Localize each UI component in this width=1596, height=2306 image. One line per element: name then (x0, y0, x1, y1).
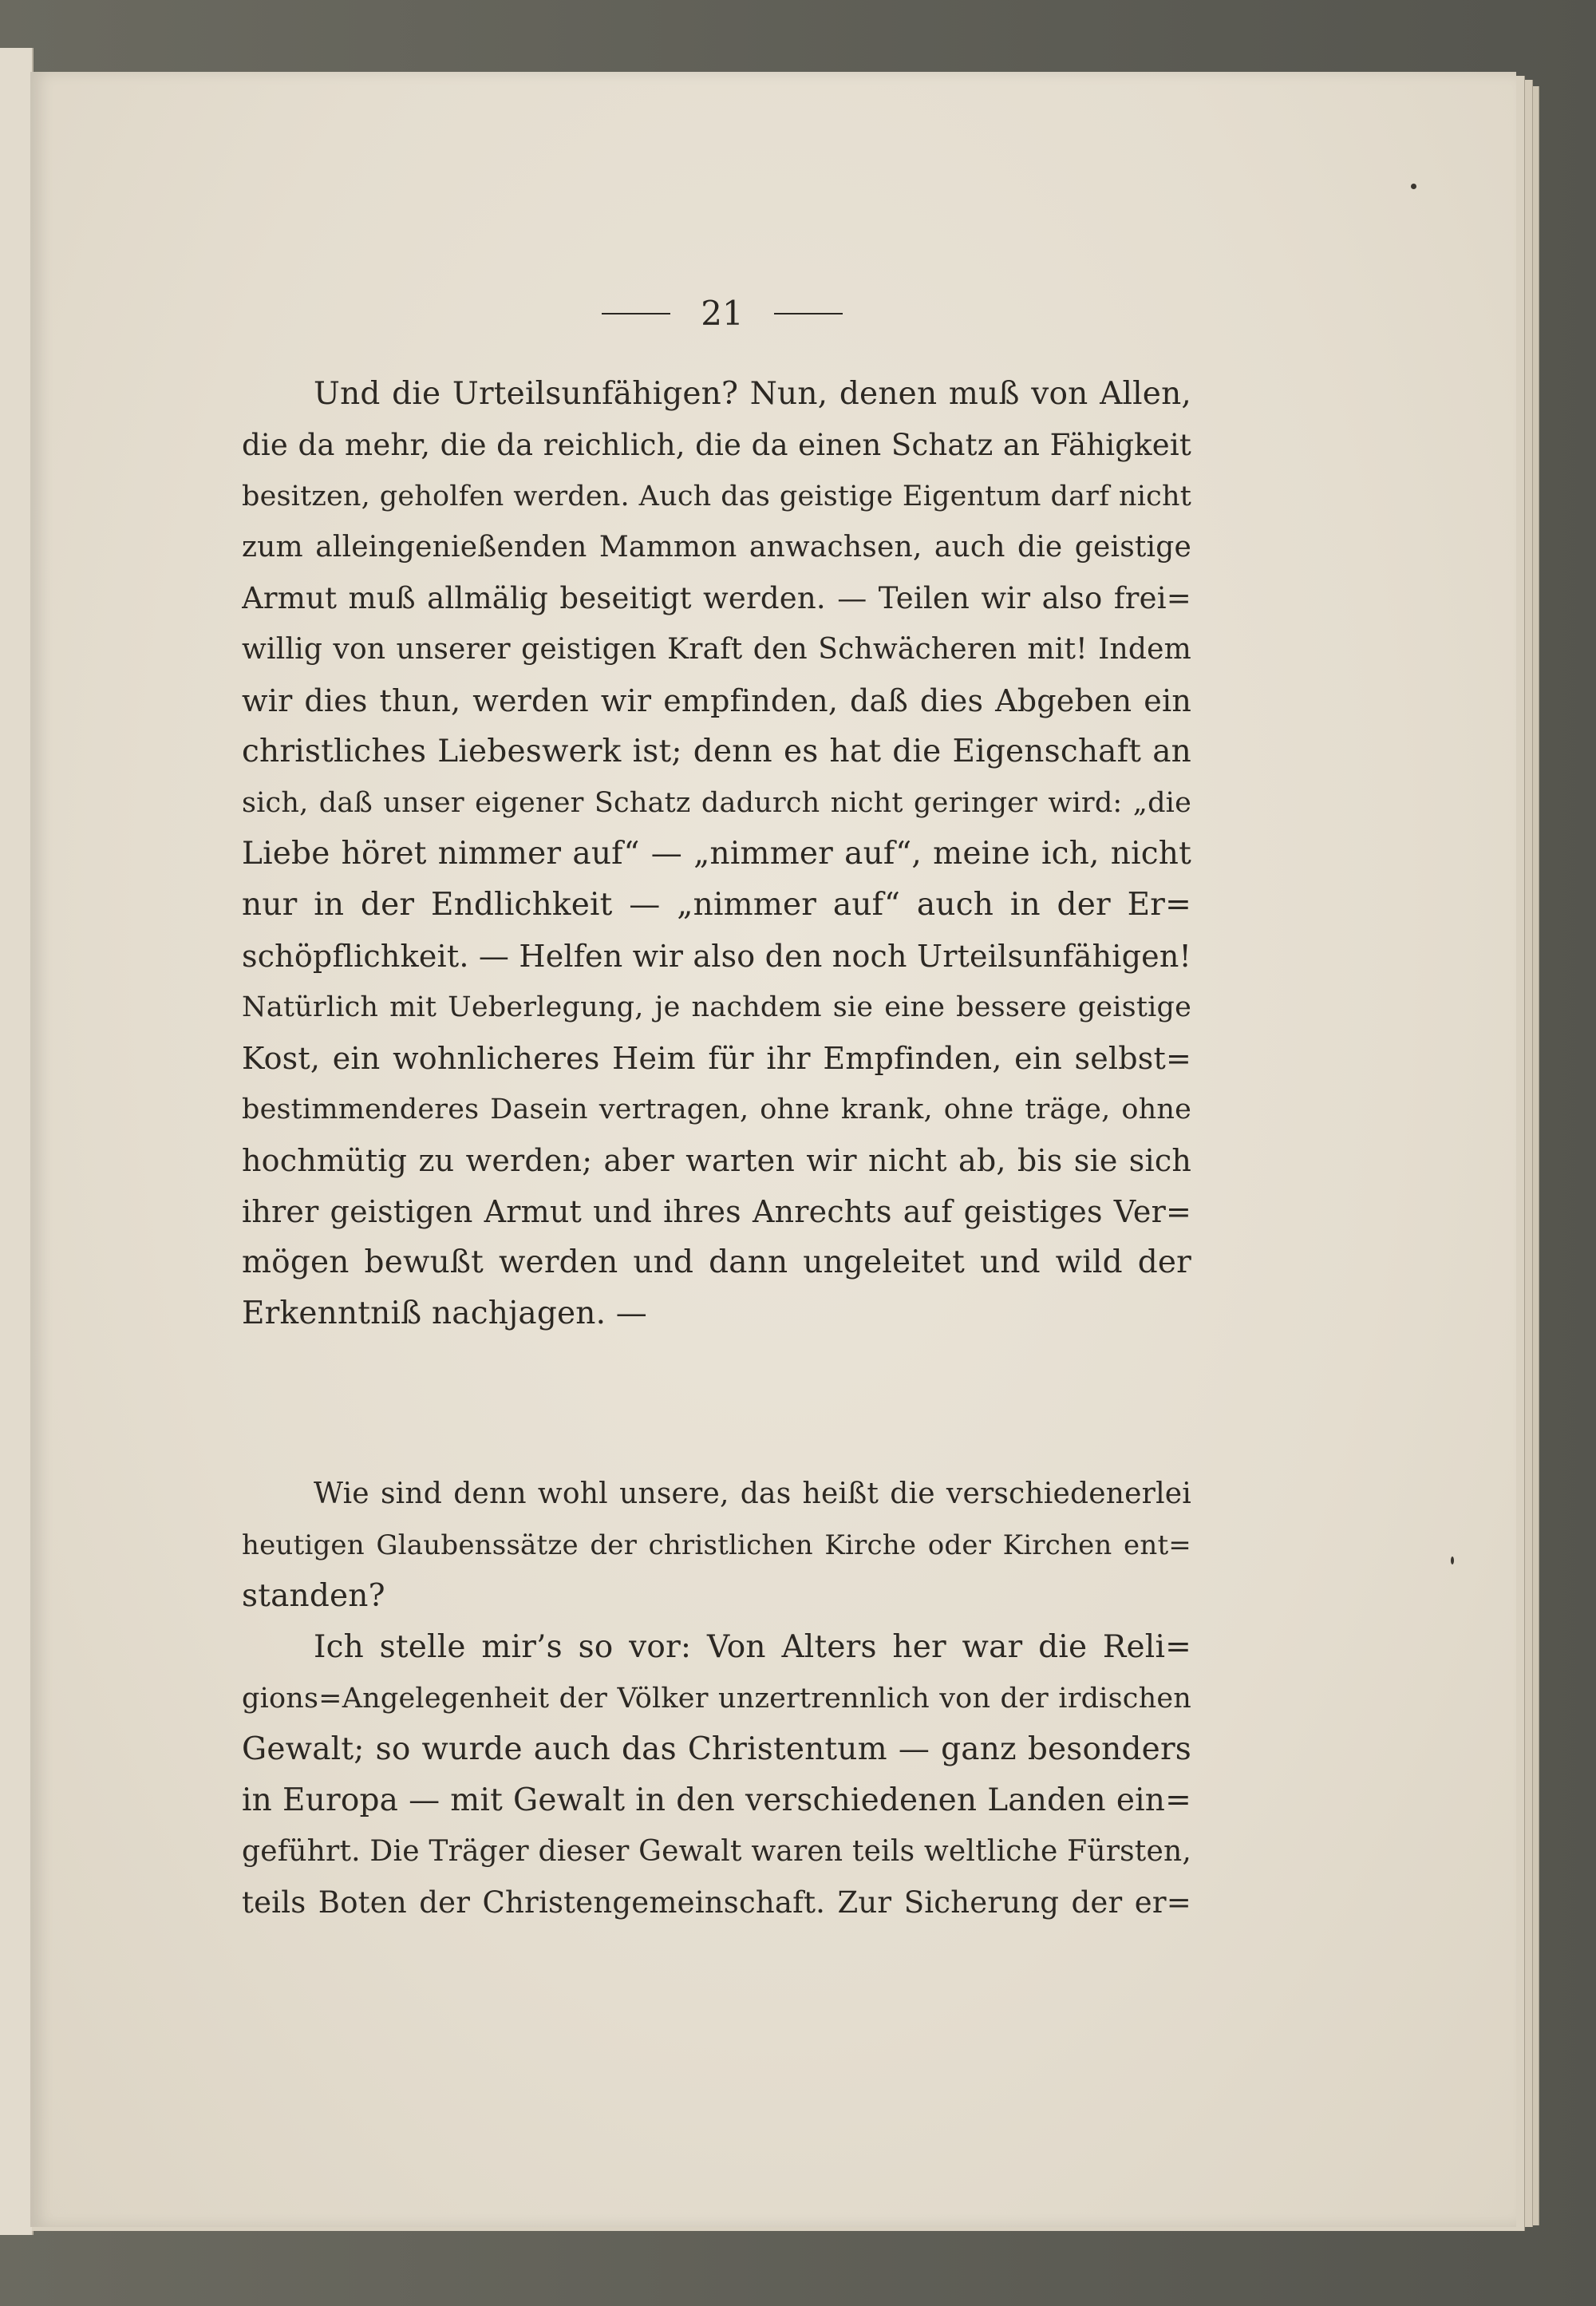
header-dash-left (602, 313, 670, 314)
text-line: Erkenntniß nachjagen. — (242, 1295, 648, 1331)
text-line: zum alleingenießenden Mammon anwachsen, auch die geistige (242, 531, 1191, 564)
ink-speck (1411, 184, 1416, 189)
text-line: Armut muß allmälig beseitigt werden. — Teilen wir also frei= (242, 581, 1191, 615)
header-dash-right (774, 313, 843, 314)
text-line: teils Boten der Christengemeinschaft. Zur Sicherung der er= (242, 1885, 1191, 1920)
ink-speck (1451, 1556, 1454, 1564)
text-line: ihrer geistigen Armut und ihres Anrechts auf geistiges Ver= (242, 1194, 1191, 1229)
text-line: Natürlich mit Ueberlegung, je nachdem sie eine bessere geistige (242, 991, 1191, 1023)
text-line: in Europa — mit Gewalt in den verschiedenen Landen ein= (242, 1782, 1191, 1818)
text-line: Kost, ein wohnlicheres Heim für ihr Empfinden, ein selbst= (242, 1041, 1191, 1076)
text-line: sich, daß unser eigener Schatz dadurch nicht geringer wird: „die (242, 787, 1191, 819)
text-line: heutigen Glaubenssätze der christlichen Kirche oder Kirchen ent= (242, 1529, 1191, 1561)
previous-page-edge (0, 48, 34, 2235)
page-number: 21 (701, 294, 744, 333)
text-line: gions=Angelegenheit der Völker unzertrennlich von der irdischen (242, 1683, 1191, 1715)
text-line: mögen bewußt werden und dann ungeleitet und wild der (242, 1244, 1191, 1280)
text-line: Gewalt; so wurde auch das Christentum — ganz besonders (242, 1731, 1191, 1767)
text-line: Liebe höret nimmer auf“ — „nimmer auf“, meine ich, nicht (242, 836, 1191, 872)
text-line: wir dies thun, werden wir empfinden, daß dies Abgeben ein (242, 683, 1191, 718)
paragraph-3 (242, 1622, 1191, 1928)
text-line: besitzen, geholfen werden. Auch das geistige Eigentum darf nicht (242, 481, 1191, 512)
text-line: nur in der Endlichkeit — „nimmer auf“ auch in der Er= (242, 887, 1191, 923)
text-line: Wie sind denn wohl unsere, das heißt die verschiedenerlei (314, 1477, 1191, 1510)
paragraph-2 (242, 1469, 1191, 1622)
text-line: geführt. Die Träger dieser Gewalt waren teils weltliche Fürsten, (242, 1835, 1191, 1868)
text-line: willig von unserer geistigen Kraft den Schwächeren mit! Indem (242, 633, 1191, 666)
text-line: Und die Urteilsunfähigen? Nun, denen muß von Allen, (314, 376, 1191, 412)
text-line: christliches Liebeswerk ist; denn es hat die Eigenschaft an (242, 734, 1191, 769)
paragraph-1 (242, 369, 1191, 1339)
text-line: bestimmenderes Dasein vertragen, ohne krank, ohne träge, ohne (242, 1094, 1191, 1125)
text-line: standen? (242, 1578, 385, 1614)
text-line: hochmütig zu werden; aber warten wir nicht ab, bis sie sich (242, 1143, 1191, 1178)
text-line: Ich stelle mir’s so vor: Von Alters her war die Reli= (314, 1629, 1191, 1665)
page-header (591, 294, 854, 334)
text-line: die da mehr, die da reichlich, die da einen Schatz an Fähigkeit (242, 428, 1191, 462)
text-line: schöpflichkeit. — Helfen wir also den noch Urteilsunfähigen! (242, 939, 1191, 974)
